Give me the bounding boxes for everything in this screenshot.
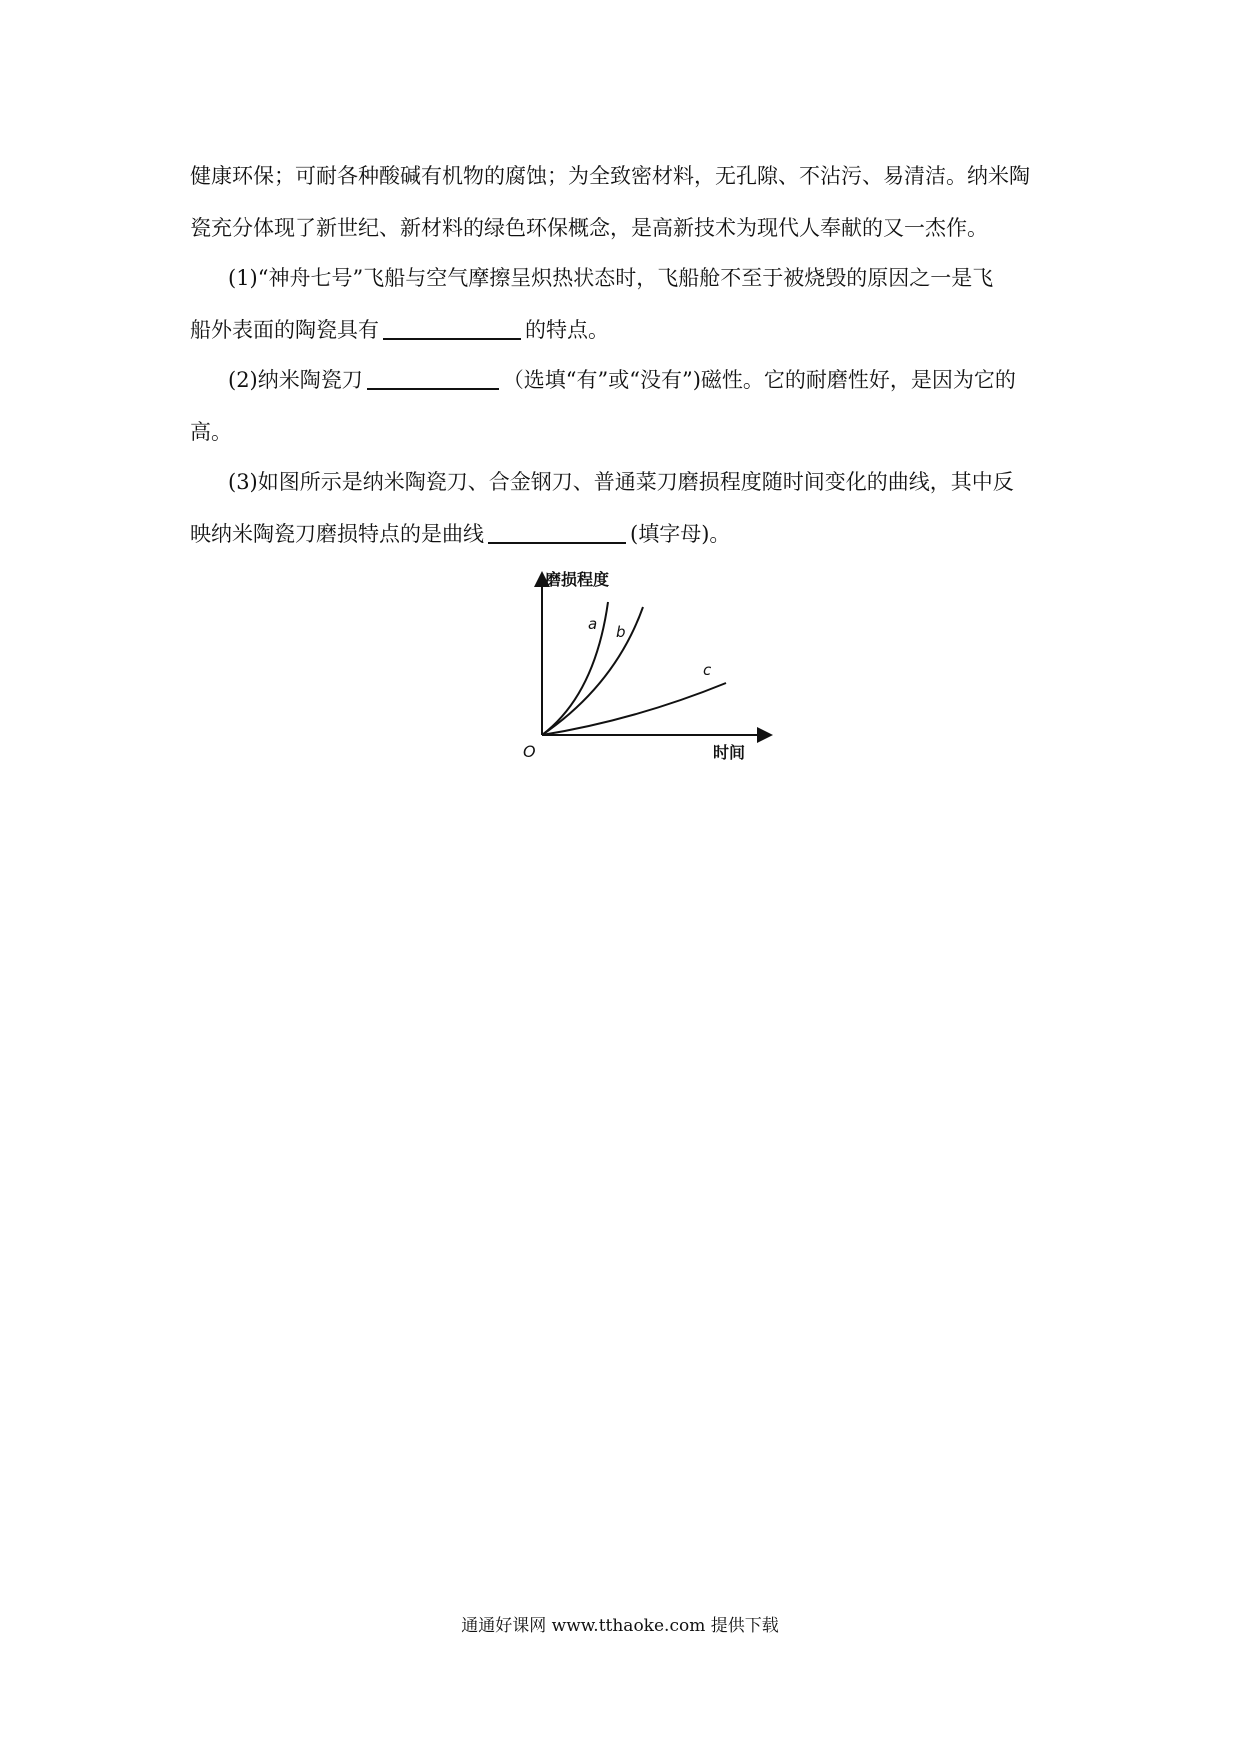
curve-a <box>542 602 608 735</box>
paragraph-line-1: 健康环保；可耐各种酸碱有机物的腐蚀；为全致密材料，无孔隙、不沾污、易清洁。纳米陶 <box>190 164 1030 188</box>
paragraph-line-2: 瓷充分体现了新世纪、新材料的绿色环保概念，是高新技术为现代人奉献的又一杰作。 <box>190 216 988 240</box>
question-1-line-2 <box>190 314 609 344</box>
curve-c <box>542 683 726 735</box>
answer-blank-3[interactable] <box>488 520 626 544</box>
origin-label: O <box>523 742 536 761</box>
question-3-prefix: 映纳米陶瓷刀磨损特点的是曲线 <box>190 522 484 546</box>
question-2-prefix: (2)纳米陶瓷刀 <box>228 368 363 392</box>
curve-c-label: c <box>703 661 712 679</box>
curve-b-label: b <box>616 623 626 641</box>
question-2-suffix: （选填“有”或“没有”)磁性。它的耐磨性好，是因为它的 <box>502 368 1016 392</box>
question-1-prefix: 船外表面的陶瓷具有 <box>190 318 379 342</box>
x-axis-label: 时间 <box>713 743 746 762</box>
y-axis-label: 磨损程度 <box>545 570 610 589</box>
question-3-line-1: (3)如图所示是纳米陶瓷刀、合金钢刀、普通菜刀磨损程度随时间变化的曲线，其中反 <box>228 470 1014 494</box>
question-3-suffix: (填字母)。 <box>630 522 731 546</box>
question-2-line-1 <box>228 364 1016 394</box>
question-1-line-1: (1)“神舟七号”飞船与空气摩擦呈炽热状态时，飞船舱不至于被烧毁的原因之一是飞 <box>228 266 994 290</box>
question-1-suffix: 的特点。 <box>525 318 609 342</box>
question-2-line-2: 高。 <box>190 420 232 444</box>
curve-a-label: a <box>588 615 598 633</box>
footer-text: 通通好课网 www.tthaoke.com 提供下载 <box>461 1616 779 1636</box>
wear-vs-time-chart <box>515 565 775 765</box>
answer-blank-2[interactable] <box>367 366 499 390</box>
question-3-line-2 <box>190 518 730 548</box>
answer-blank-1[interactable] <box>383 316 521 340</box>
